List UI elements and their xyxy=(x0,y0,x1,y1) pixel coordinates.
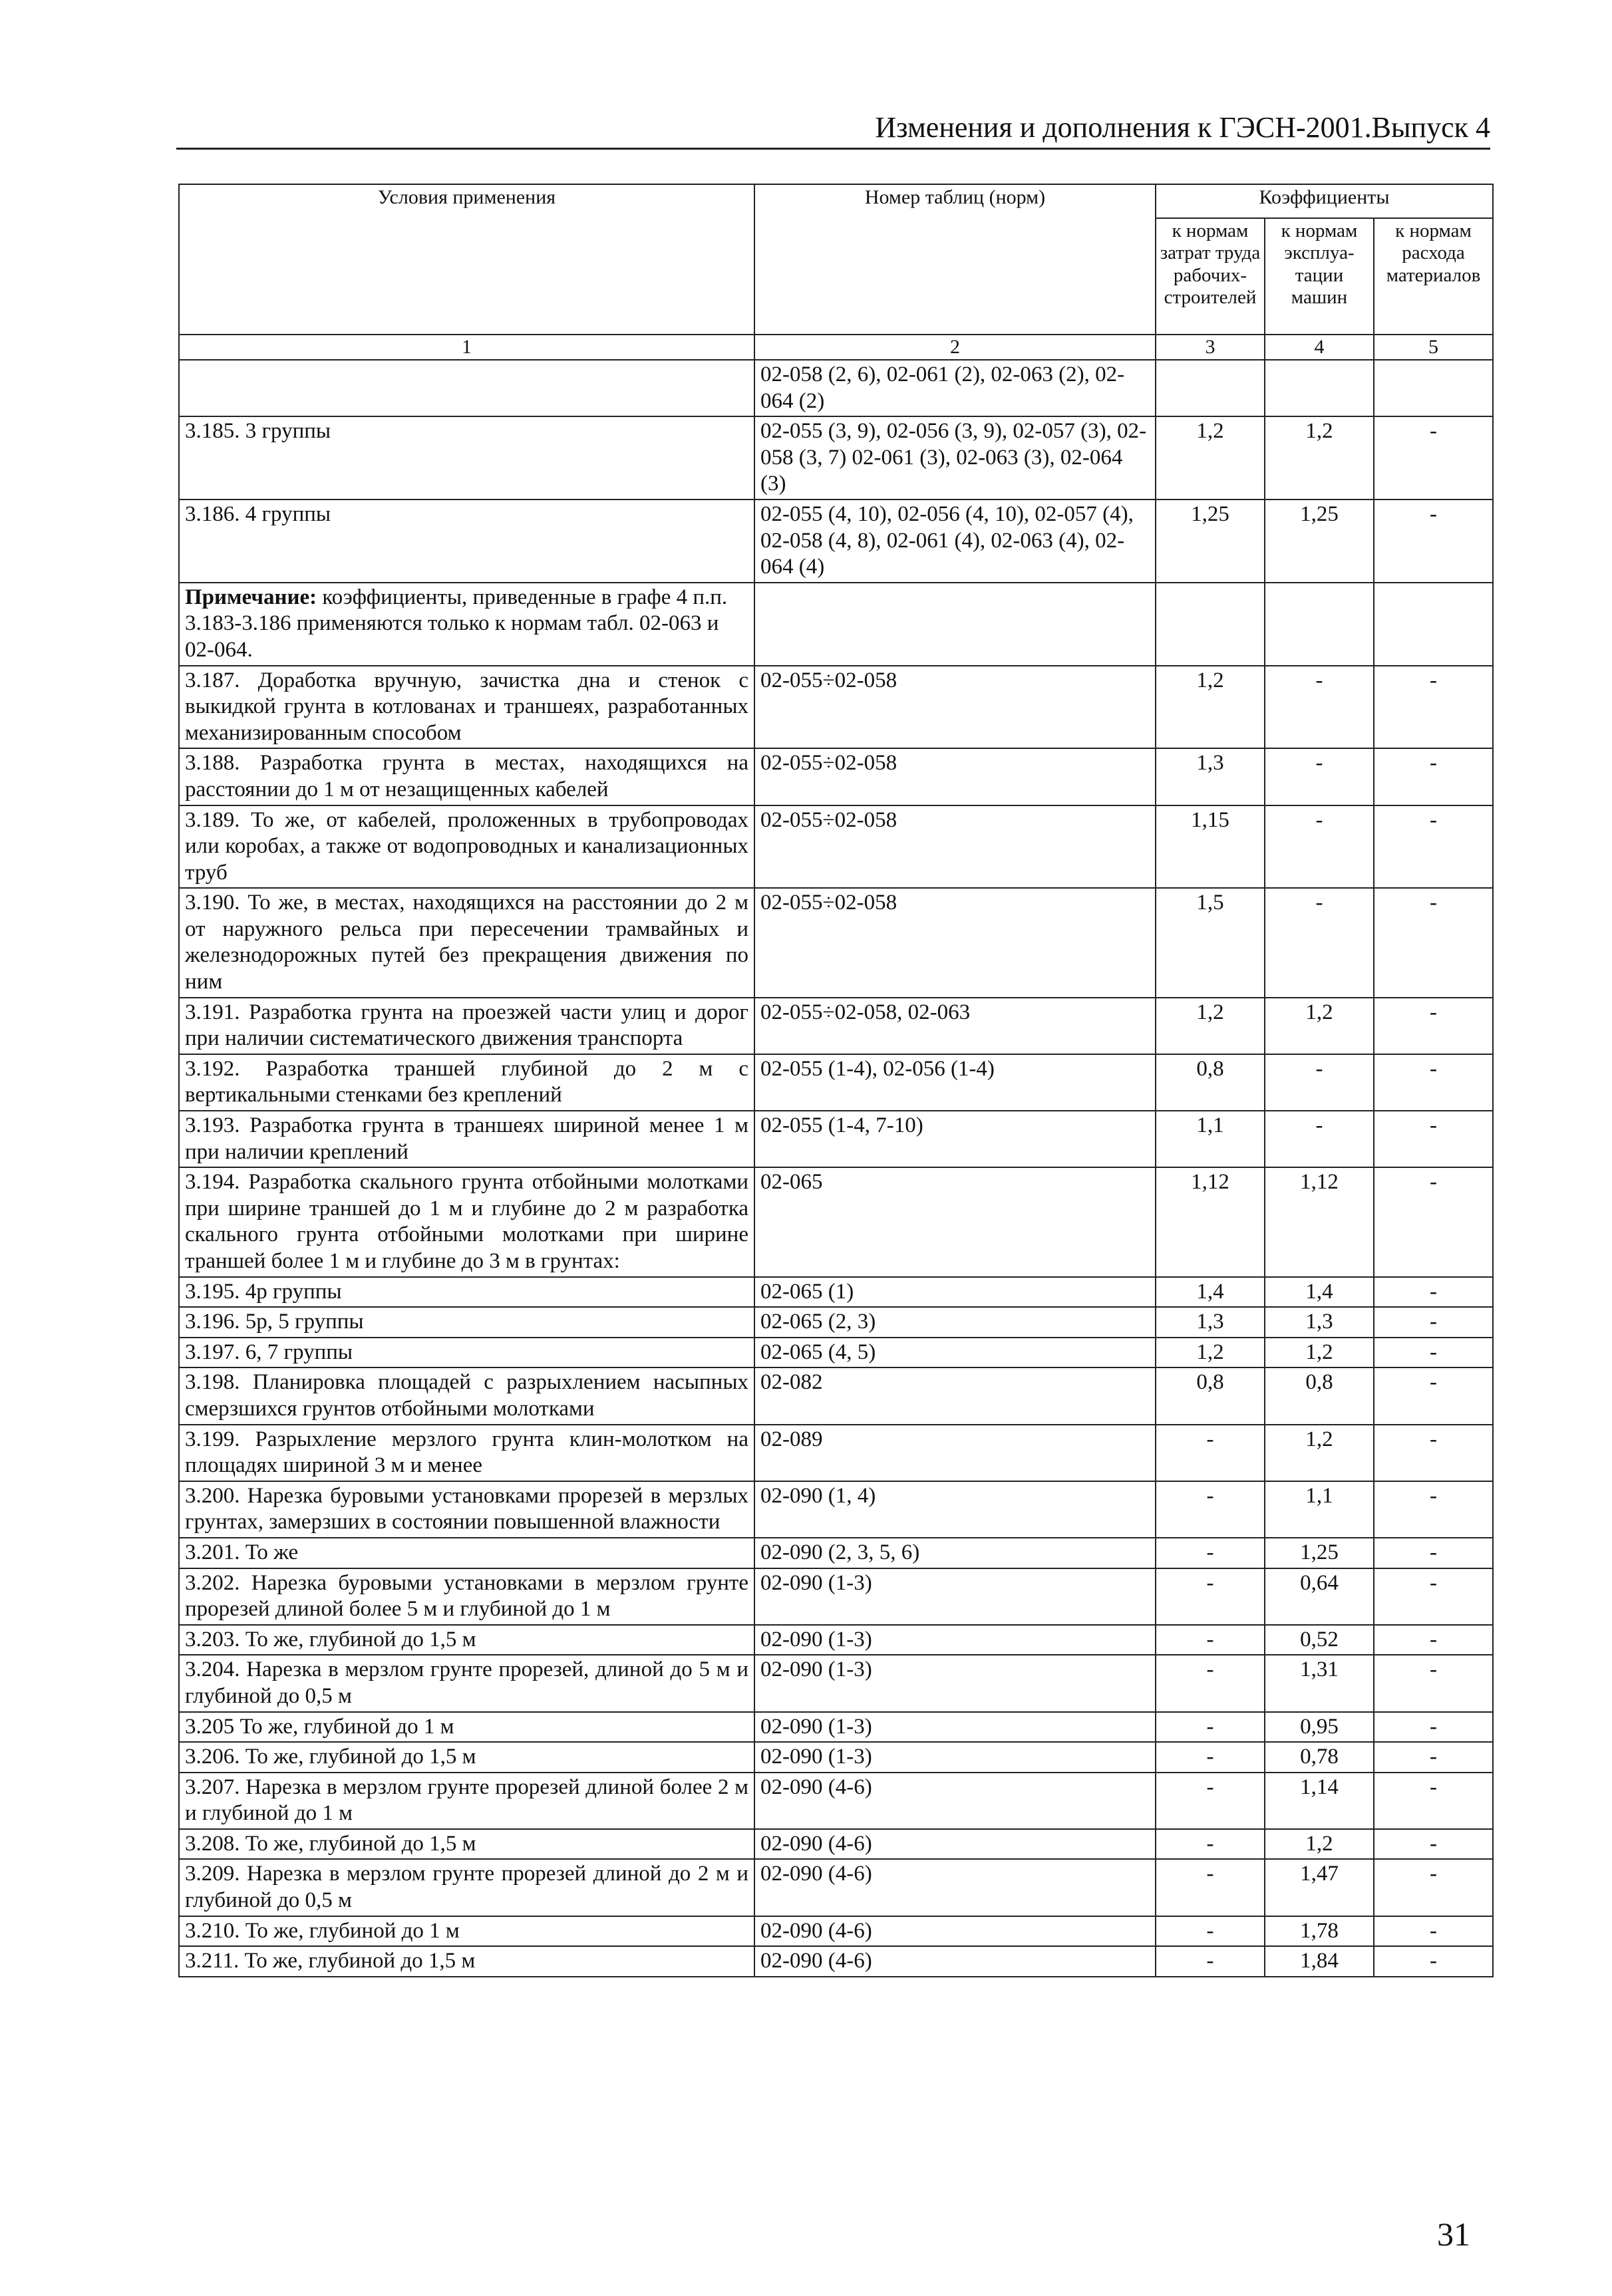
machines-coefficient-cell: 1,84 xyxy=(1265,1946,1374,1977)
table-row xyxy=(179,1568,1493,1625)
table-row xyxy=(179,1916,1493,1947)
labor-coefficient-cell: - xyxy=(1156,1481,1265,1538)
condition-cell: 3.201. То же xyxy=(179,1538,754,1568)
condition-cell: 3.197. 6, 7 группы xyxy=(179,1338,754,1368)
materials-coefficient-cell: - xyxy=(1374,1773,1493,1829)
labor-coefficient-cell: - xyxy=(1156,1568,1265,1625)
condition-cell: 3.208. То же, глубиной до 1,5 м xyxy=(179,1829,754,1860)
materials-coefficient-cell: - xyxy=(1374,1111,1493,1167)
labor-coefficient-cell: - xyxy=(1156,1742,1265,1773)
labor-coefficient-cell: - xyxy=(1156,1829,1265,1860)
condition-cell: 3.199. Разрыхление мерзлого грунта клин-молотком на площадях шириной 3 м и менее xyxy=(179,1425,754,1481)
labor-coefficient-cell: - xyxy=(1156,1773,1265,1829)
condition-cell: 3.189. То же, от кабелей, проложенных в трубопроводах или коробах, а также от водопроводных и канализационных труб xyxy=(179,805,754,889)
condition-cell: 3.190. То же, в местах, находящихся на расстоянии до 2 м от наружного рельса при пересечении трамвайных и железнодорожных путей без прекращения движения по ним xyxy=(179,888,754,997)
column-number: 3 xyxy=(1156,335,1265,360)
empty-cell xyxy=(754,583,1156,666)
table-numbers-cell: 02-055÷02-058 xyxy=(754,805,1156,889)
table-numbers-cell: 02-090 (2, 3, 5, 6) xyxy=(754,1538,1156,1568)
table-row xyxy=(179,1712,1493,1743)
table-row xyxy=(179,1859,1493,1916)
condition-cell: 3.200. Нарезка буровыми установками прорезей в мерзлых грунтах, замерзших в состоянии повышенной влажности xyxy=(179,1481,754,1538)
table-numbers-cell: 02-090 (1-3) xyxy=(754,1712,1156,1743)
condition-cell: 3.188. Разработка грунта в местах, находящихся на расстоянии до 1 м от незащищенных кабелей xyxy=(179,748,754,805)
table-numbers-cell: 02-082 xyxy=(754,1367,1156,1424)
condition-cell: 3.192. Разработка траншей глубиной до 2 м с вертикальными стенками без креплений xyxy=(179,1054,754,1111)
table-numbers-cell: 02-058 (2, 6), 02-061 (2), 02-063 (2), 02-064 (2) xyxy=(754,360,1156,416)
labor-coefficient-cell: - xyxy=(1156,1712,1265,1743)
machines-coefficient-cell: 1,3 xyxy=(1265,1307,1374,1338)
table-row xyxy=(179,1307,1493,1338)
machines-coefficient-cell: 1,2 xyxy=(1265,416,1374,500)
header-materials: к нормам расхода материалов xyxy=(1374,218,1493,335)
condition-cell: 3.203. То же, глубиной до 1,5 м xyxy=(179,1625,754,1655)
table-numbers-cell: 02-090 (1-3) xyxy=(754,1625,1156,1655)
machines-coefficient-cell: - xyxy=(1265,1111,1374,1167)
table-numbers-cell: 02-090 (1-3) xyxy=(754,1655,1156,1711)
labor-coefficient-cell: 0,8 xyxy=(1156,1054,1265,1111)
condition-cell: 3.204. Нарезка в мерзлом грунте прорезей, длиной до 5 м и глубиной до 0,5 м xyxy=(179,1655,754,1711)
table-row xyxy=(179,1481,1493,1538)
condition-cell: 3.206. То же, глубиной до 1,5 м xyxy=(179,1742,754,1773)
labor-coefficient-cell: 1,5 xyxy=(1156,888,1265,997)
labor-coefficient-cell: 1,2 xyxy=(1156,416,1265,500)
table-row xyxy=(179,1338,1493,1368)
machines-coefficient-cell: - xyxy=(1265,748,1374,805)
labor-coefficient-cell: - xyxy=(1156,1538,1265,1568)
empty-cell xyxy=(1374,583,1493,666)
column-number: 2 xyxy=(754,335,1156,360)
machines-coefficient-cell: 1,2 xyxy=(1265,1425,1374,1481)
materials-coefficient-cell: - xyxy=(1374,1538,1493,1568)
table-row xyxy=(179,360,1493,416)
machines-coefficient-cell: 1,78 xyxy=(1265,1916,1374,1947)
materials-coefficient-cell: - xyxy=(1374,748,1493,805)
table-numbers-cell: 02-055 (3, 9), 02-056 (3, 9), 02-057 (3), 02-058 (3, 7) 02-061 (3), 02-063 (3), 02-064 (3) xyxy=(754,416,1156,500)
materials-coefficient-cell: - xyxy=(1374,1712,1493,1743)
header-coefficients: Коэффициенты xyxy=(1156,184,1493,218)
materials-coefficient-cell: - xyxy=(1374,666,1493,749)
header-conditions: Условия применения xyxy=(179,184,754,335)
condition-cell: 3.186. 4 группы xyxy=(179,500,754,583)
condition-cell: 3.209. Нарезка в мерзлом грунте прорезей длиной до 2 м и глубиной до 0,5 м xyxy=(179,1859,754,1916)
materials-coefficient-cell: - xyxy=(1374,1625,1493,1655)
materials-coefficient-cell: - xyxy=(1374,1167,1493,1276)
table-numbers-cell: 02-090 (4-6) xyxy=(754,1859,1156,1916)
materials-coefficient-cell: - xyxy=(1374,416,1493,500)
labor-coefficient-cell: 1,1 xyxy=(1156,1111,1265,1167)
header-machines: к нормам эксплуа-тации машин xyxy=(1265,218,1374,335)
table-numbers-cell: 02-065 (4, 5) xyxy=(754,1338,1156,1368)
page-header: Изменения и дополнения к ГЭСН-2001.Выпуск 4 xyxy=(176,112,1490,150)
materials-coefficient-cell: - xyxy=(1374,1307,1493,1338)
table-row xyxy=(179,748,1493,805)
labor-coefficient-cell: 1,2 xyxy=(1156,666,1265,749)
table-row xyxy=(179,1773,1493,1829)
condition-cell: 3.207. Нарезка в мерзлом грунте прорезей длиной более 2 м и глубиной до 1 м xyxy=(179,1773,754,1829)
machines-coefficient-cell: 1,47 xyxy=(1265,1859,1374,1916)
machines-coefficient-cell: 0,8 xyxy=(1265,1367,1374,1424)
condition-cell: 3.193. Разработка грунта в траншеях шириной менее 1 м при наличии креплений xyxy=(179,1111,754,1167)
labor-coefficient-cell: 1,12 xyxy=(1156,1167,1265,1276)
materials-coefficient-cell: - xyxy=(1374,1829,1493,1860)
labor-coefficient-cell: 1,2 xyxy=(1156,1338,1265,1368)
labor-coefficient-cell: - xyxy=(1156,1425,1265,1481)
table-numbers-cell: 02-065 (1) xyxy=(754,1277,1156,1308)
labor-coefficient-cell xyxy=(1156,360,1265,416)
condition-cell: 3.194. Разработка скального грунта отбойными молотками при ширине траншей до 1 м и глубине до 2 м разработка скального грунта отбойными молотками при ширине траншей более 1 м и глубине до 3 м в грунтах: xyxy=(179,1167,754,1276)
table-numbers-cell: 02-090 (4-6) xyxy=(754,1916,1156,1947)
materials-coefficient-cell: - xyxy=(1374,888,1493,997)
table-row xyxy=(179,1367,1493,1424)
materials-coefficient-cell: - xyxy=(1374,1742,1493,1773)
note-label: Примечание: xyxy=(185,585,317,609)
note-cell xyxy=(179,583,754,666)
materials-coefficient-cell: - xyxy=(1374,998,1493,1054)
table-numbers-cell: 02-055 (4, 10), 02-056 (4, 10), 02-057 (4), 02-058 (4, 8), 02-061 (4), 02-063 (4), 02-064 (4) xyxy=(754,500,1156,583)
materials-coefficient-cell: - xyxy=(1374,500,1493,583)
materials-coefficient-cell xyxy=(1374,360,1493,416)
machines-coefficient-cell: 1,2 xyxy=(1265,998,1374,1054)
table-numbers-cell: 02-055÷02-058 xyxy=(754,748,1156,805)
labor-coefficient-cell: 1,3 xyxy=(1156,1307,1265,1338)
machines-coefficient-cell: 1,4 xyxy=(1265,1277,1374,1308)
labor-coefficient-cell: 1,2 xyxy=(1156,998,1265,1054)
machines-coefficient-cell: 1,12 xyxy=(1265,1167,1374,1276)
table-row xyxy=(179,1829,1493,1860)
materials-coefficient-cell: - xyxy=(1374,1367,1493,1424)
condition-cell: 3.202. Нарезка буровыми установками в мерзлом грунте прорезей длиной более 5 м и глубиной до 1 м xyxy=(179,1568,754,1625)
materials-coefficient-cell: - xyxy=(1374,1568,1493,1625)
labor-coefficient-cell: - xyxy=(1156,1655,1265,1711)
table-row xyxy=(179,998,1493,1054)
materials-coefficient-cell: - xyxy=(1374,1425,1493,1481)
table-numbers-cell: 02-065 xyxy=(754,1167,1156,1276)
machines-coefficient-cell: 1,31 xyxy=(1265,1655,1374,1711)
table-row xyxy=(179,1538,1493,1568)
condition-cell: 3.211. То же, глубиной до 1,5 м xyxy=(179,1946,754,1977)
labor-coefficient-cell: 0,8 xyxy=(1156,1367,1265,1424)
page-number: 31 xyxy=(1437,2216,1470,2253)
machines-coefficient-cell: 0,78 xyxy=(1265,1742,1374,1773)
labor-coefficient-cell: 1,25 xyxy=(1156,500,1265,583)
labor-coefficient-cell: - xyxy=(1156,1946,1265,1977)
table-numbers-cell: 02-090 (4-6) xyxy=(754,1829,1156,1860)
materials-coefficient-cell: - xyxy=(1374,1481,1493,1538)
table-row xyxy=(179,1742,1493,1773)
table-row xyxy=(179,500,1493,583)
table-numbers-cell: 02-055÷02-058 xyxy=(754,666,1156,749)
coefficients-table xyxy=(178,184,1494,1977)
machines-coefficient-cell: 1,2 xyxy=(1265,1829,1374,1860)
table-row xyxy=(179,1625,1493,1655)
machines-coefficient-cell: 0,95 xyxy=(1265,1712,1374,1743)
machines-coefficient-cell: - xyxy=(1265,666,1374,749)
materials-coefficient-cell: - xyxy=(1374,1916,1493,1947)
labor-coefficient-cell: - xyxy=(1156,1625,1265,1655)
note-text: коэффициенты, приведенные в графе 4 п.п. 3.183-3.186 применяются только к нормам табл. 02-063 и 02-064. xyxy=(185,585,728,662)
condition-cell: 3.195. 4р группы xyxy=(179,1277,754,1308)
table-numbers-cell: 02-055÷02-058 xyxy=(754,888,1156,997)
column-number: 4 xyxy=(1265,335,1374,360)
condition-cell: 3.198. Планировка площадей с разрыхлением насыпных смерзшихся грунтов отбойными молотками xyxy=(179,1367,754,1424)
table-numbers-cell: 02-055 (1-4), 02-056 (1-4) xyxy=(754,1054,1156,1111)
table-row xyxy=(179,666,1493,749)
table-row xyxy=(179,1425,1493,1481)
header-table-numbers: Номер таблиц (норм) xyxy=(754,184,1156,335)
machines-coefficient-cell: 1,1 xyxy=(1265,1481,1374,1538)
note-row xyxy=(179,583,1493,666)
table-row xyxy=(179,1655,1493,1711)
condition-cell: 3.205 То же, глубиной до 1 м xyxy=(179,1712,754,1743)
table-row xyxy=(179,805,1493,889)
labor-coefficient-cell: - xyxy=(1156,1916,1265,1947)
table-numbers-cell: 02-090 (4-6) xyxy=(754,1946,1156,1977)
table-numbers-cell: 02-065 (2, 3) xyxy=(754,1307,1156,1338)
machines-coefficient-cell: 0,64 xyxy=(1265,1568,1374,1625)
table-row xyxy=(179,1167,1493,1276)
condition-cell: 3.185. 3 группы xyxy=(179,416,754,500)
table-numbers-cell: 02-090 (1, 4) xyxy=(754,1481,1156,1538)
labor-coefficient-cell: 1,3 xyxy=(1156,748,1265,805)
condition-cell: 3.210. То же, глубиной до 1 м xyxy=(179,1916,754,1947)
table-row xyxy=(179,1111,1493,1167)
column-number: 1 xyxy=(179,335,754,360)
materials-coefficient-cell: - xyxy=(1374,1655,1493,1711)
machines-coefficient-cell xyxy=(1265,360,1374,416)
condition-cell xyxy=(179,360,754,416)
machines-coefficient-cell: 1,25 xyxy=(1265,500,1374,583)
table-numbers-cell: 02-055 (1-4, 7-10) xyxy=(754,1111,1156,1167)
condition-cell: 3.187. Доработка вручную, зачистка дна и стенок с выкидкой грунта в котлованах и траншеях, разработанных механизированным способом xyxy=(179,666,754,749)
table-row xyxy=(179,1054,1493,1111)
materials-coefficient-cell: - xyxy=(1374,1338,1493,1368)
machines-coefficient-cell: 1,14 xyxy=(1265,1773,1374,1829)
empty-cell xyxy=(1265,583,1374,666)
condition-cell: 3.196. 5р, 5 группы xyxy=(179,1307,754,1338)
materials-coefficient-cell: - xyxy=(1374,805,1493,889)
table-numbers-cell: 02-090 (1-3) xyxy=(754,1742,1156,1773)
table-row xyxy=(179,416,1493,500)
empty-cell xyxy=(1156,583,1265,666)
machines-coefficient-cell: - xyxy=(1265,805,1374,889)
header-labor: к нормам затрат труда рабочих-строителей xyxy=(1156,218,1265,335)
table-row xyxy=(179,1946,1493,1977)
machines-coefficient-cell: - xyxy=(1265,888,1374,997)
materials-coefficient-cell: - xyxy=(1374,1054,1493,1111)
table-row xyxy=(179,1277,1493,1308)
labor-coefficient-cell: 1,15 xyxy=(1156,805,1265,889)
table-numbers-cell: 02-089 xyxy=(754,1425,1156,1481)
machines-coefficient-cell: - xyxy=(1265,1054,1374,1111)
column-number: 5 xyxy=(1374,335,1493,360)
labor-coefficient-cell: - xyxy=(1156,1859,1265,1916)
labor-coefficient-cell: 1,4 xyxy=(1156,1277,1265,1308)
condition-cell: 3.191. Разработка грунта на проезжей части улиц и дорог при наличии систематического движения транспорта xyxy=(179,998,754,1054)
machines-coefficient-cell: 0,52 xyxy=(1265,1625,1374,1655)
table-row xyxy=(179,888,1493,997)
table-numbers-cell: 02-055÷02-058, 02-063 xyxy=(754,998,1156,1054)
materials-coefficient-cell: - xyxy=(1374,1859,1493,1916)
table-numbers-cell: 02-090 (4-6) xyxy=(754,1773,1156,1829)
table-body xyxy=(179,360,1493,1977)
machines-coefficient-cell: 1,2 xyxy=(1265,1338,1374,1368)
machines-coefficient-cell: 1,25 xyxy=(1265,1538,1374,1568)
materials-coefficient-cell: - xyxy=(1374,1277,1493,1308)
materials-coefficient-cell: - xyxy=(1374,1946,1493,1977)
table-numbers-cell: 02-090 (1-3) xyxy=(754,1568,1156,1625)
